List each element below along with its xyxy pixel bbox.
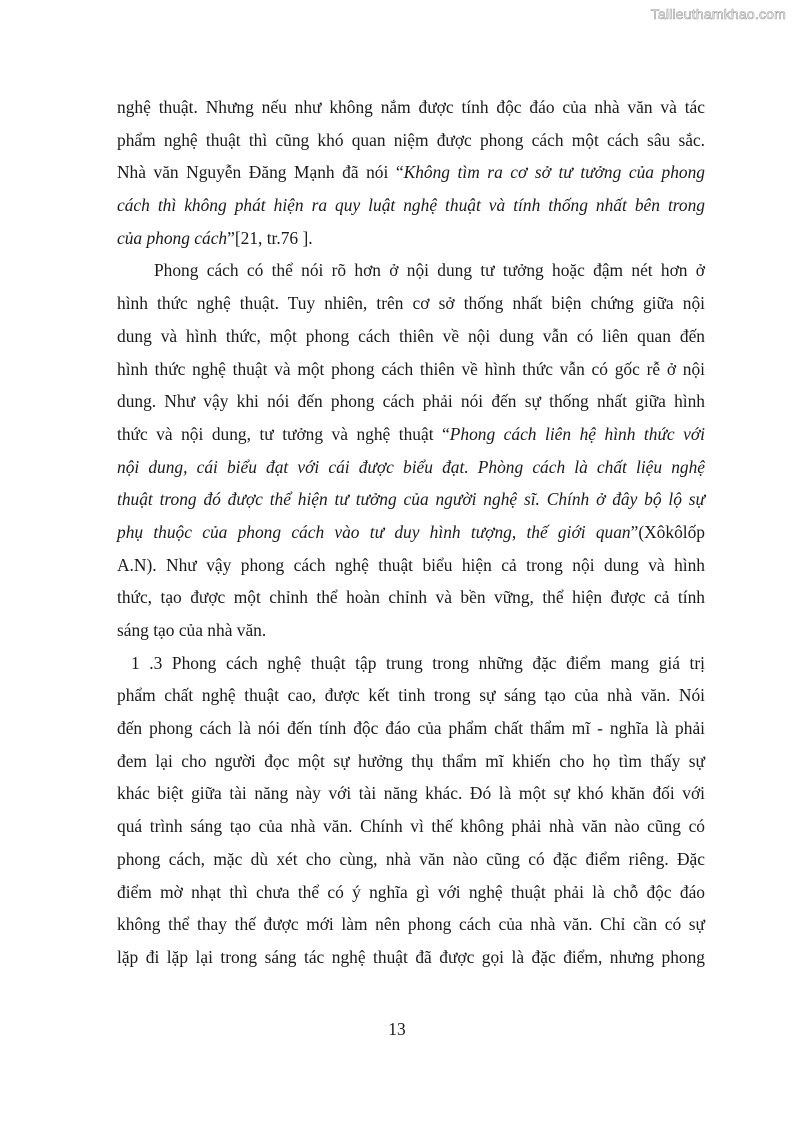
text-line-p3-l9: [117, 908, 705, 941]
text-line-p2-l6: [117, 418, 705, 451]
text-segment: Phong cách có thể nói rõ hơn ở nội dung tư tưởng hoặc đậm nét hơn ở: [154, 260, 705, 281]
text-line-p2-l11: [117, 581, 705, 614]
text-line-p2-l5: [117, 385, 705, 418]
italic-quote-segment: của phong cách: [117, 227, 228, 248]
italic-quote-segment: Phong cách liên hệ hình thức với: [449, 423, 705, 444]
text-segment: nghệ thuật. Nhưng nếu như không nắm được tính độc đáo của nhà văn và tác: [117, 97, 705, 117]
text-line-p3-l6: [117, 810, 705, 843]
text-segment: đến phong cách là nói đến tính độc đáo của phẩm chất thẩm mĩ - nghĩa là phải: [117, 718, 705, 739]
text-segment: khác biệt giữa tài năng này với tài năng khác. Đó là một sự khó khăn đối với: [117, 783, 705, 804]
text-segment: 1 .3 Phong cách nghệ thuật tập trung trong những đặc điểm mang giá trị: [131, 652, 705, 673]
text-line-p3-l2: [117, 679, 705, 712]
text-line-p3-l7: [117, 843, 705, 876]
text-segment: điểm mờ nhạt thì chưa thể có ý nghĩa gì với nghệ thuật phải là chỗ độc đáo: [117, 881, 705, 902]
watermark-text: Tailieuthamkhao.com: [650, 6, 786, 22]
text-line-p1-l4: [117, 189, 705, 222]
text-segment: Nhà văn Nguyễn Đăng Mạnh đã nói “: [117, 162, 404, 183]
document-body: [117, 91, 705, 974]
text-segment: phẩm nghệ thuật thì cũng khó quan niệm được phong cách một cách sâu sắc.: [117, 129, 705, 150]
text-line-p2-l2: [117, 287, 705, 320]
italic-quote-segment: nội dung, cái biểu đạt với cái được biểu đạt. Phòng cách là chất liệu nghệ: [117, 456, 705, 477]
text-segment: hình thức nghệ thuật và một phong cách thiên về hình thức vẫn có gốc rễ ở nội: [117, 358, 705, 379]
text-segment: lặp đi lặp lại trong sáng tác nghệ thuật đã được gọi là đặc điểm, nhưng phong: [117, 946, 705, 967]
text-line-p3-l8: [117, 876, 705, 909]
text-segment: ”(Xôkôlốp: [630, 521, 705, 542]
text-line-p1-l1: [117, 91, 705, 124]
text-line-p3-l1: [117, 647, 705, 680]
text-segment: sáng tạo của nhà văn.: [117, 620, 267, 640]
text-line-p3-l10: [117, 941, 705, 974]
text-segment: dung. Như vậy khi nói đến phong cách phải nói đến sự thống nhất giữa hình: [117, 391, 705, 412]
text-segment: thức và nội dung, tư tưởng và nghệ thuật “: [117, 423, 450, 444]
text-line-p1-l2: [117, 124, 705, 157]
text-segment: A.N). Như vậy phong cách nghệ thuật biểu hiện cả trong nội dung và hình: [117, 554, 705, 575]
text-segment: phong cách, mặc dù xét cho cùng, nhà văn nào cũng có đặc điểm riêng. Đặc: [117, 848, 705, 869]
text-segment: quá trình sáng tạo của nhà văn. Chính vì thế không phải nhà văn nào cũng có: [117, 816, 705, 837]
text-line-p2-l8: [117, 483, 705, 516]
text-line-p2-l1: [117, 254, 705, 287]
text-line-p3-l4: [117, 745, 705, 778]
italic-quote-segment: cách thì không phát hiện ra quy luật nghệ thuật và tính thống nhất bên trong: [117, 195, 705, 216]
text-line-p2-l7: [117, 451, 705, 484]
text-line-p2-l12: [117, 614, 705, 647]
text-line-p2-l10: [117, 549, 705, 582]
text-segment: dung và hình thức, một phong cách thiên về nội dung vẫn có liên quan đến: [117, 325, 705, 346]
text-segment: hình thức nghệ thuật. Tuy nhiên, trên cơ sở thống nhất biện chứng giữa nội: [117, 293, 705, 314]
text-segment: thức, tạo được một chỉnh thể hoàn chỉnh và bền vững, thể hiện được cả tính: [117, 587, 705, 608]
italic-quote-segment: Không tìm ra cơ sở tư tưởng của phong: [403, 162, 705, 183]
text-line-p2-l3: [117, 320, 705, 353]
text-segment: đem lại cho người đọc một sự hưởng thụ thẩm mĩ khiến cho họ tìm thấy sự: [117, 750, 705, 771]
text-line-p2-l4: [117, 353, 705, 386]
text-segment: không thể thay thế được mới làm nên phong cách của nhà văn. Chỉ cần có sự: [117, 914, 705, 935]
text-line-p3-l5: [117, 777, 705, 810]
page-number: 13: [388, 1019, 406, 1039]
text-line-p2-l9: [117, 516, 705, 549]
italic-quote-segment: thuật trong đó được thể hiện tư tưởng của người nghệ sĩ. Chính ở đây bộ lộ sự: [117, 489, 705, 510]
text-line-p1-l5: [117, 222, 705, 255]
text-segment: phẩm chất nghệ thuật cao, được kết tinh trong sự sáng tạo của nhà văn. Nói: [117, 685, 705, 706]
text-line-p1-l3: [117, 156, 705, 189]
text-segment: ”[21, tr.76 ].: [227, 227, 313, 248]
italic-quote-segment: phụ thuộc của phong cách vào tư duy hình tượng, thế giới quan: [117, 521, 631, 542]
text-line-p3-l3: [117, 712, 705, 745]
